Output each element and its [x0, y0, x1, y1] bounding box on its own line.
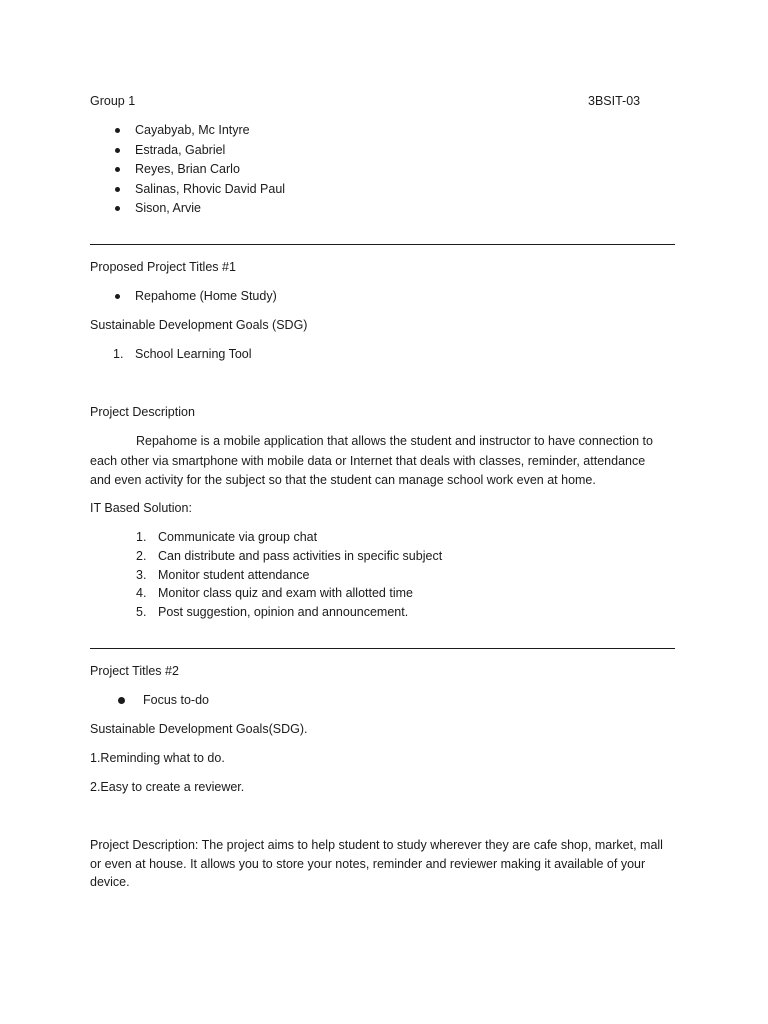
paragraph-line: device.	[90, 875, 130, 889]
member-name: Sison, Arvie	[135, 201, 202, 215]
member-name: Estrada, Gabriel	[135, 142, 226, 157]
list-item	[0, 547, 720, 566]
bullet-icon	[115, 206, 120, 211]
group-label: Group 1	[90, 94, 136, 108]
solution-item: Can distribute and pass activities in specific subject	[158, 548, 443, 563]
paragraph-line: or even at house. It allows you to store your notes, reminder and reviewer making it available of your	[90, 856, 646, 871]
project1-solution-heading: IT Based Solution:	[90, 501, 192, 515]
sdg-item: 1.Reminding what to do.	[90, 751, 225, 765]
list-item	[0, 528, 720, 547]
bullet-icon	[115, 148, 120, 153]
list-item	[0, 603, 720, 622]
member-name: Cayabyab, Mc Intyre	[135, 123, 250, 137]
solution-item: Monitor class quiz and exam with allotted time	[158, 586, 413, 601]
project-title: Focus to-do	[143, 693, 210, 707]
project2-titles-list	[0, 691, 720, 710]
project1-sdg-list	[0, 345, 720, 364]
sdg-item: 2.Easy to create a reviewer.	[90, 780, 245, 794]
project1-description	[90, 432, 730, 491]
project2-sdg-heading: Sustainable Development Goals(SDG).	[90, 722, 308, 736]
list-item	[0, 141, 720, 161]
bullet-icon	[118, 697, 125, 704]
project1-description-heading: Project Description	[90, 405, 195, 419]
project2-heading: Project Titles #2	[90, 664, 179, 678]
paragraph-line: Project Description: The project aims to help student to study wherever they are cafe shop, market, mall	[90, 838, 663, 852]
list-item	[0, 287, 720, 306]
bullet-icon	[115, 128, 120, 133]
project1-sdg-heading: Sustainable Development Goals (SDG)	[90, 318, 308, 332]
project-title: Repahome (Home Study)	[135, 289, 277, 303]
list-number: 4.	[136, 586, 147, 601]
bullet-icon	[115, 187, 120, 192]
list-number: 1.	[136, 530, 147, 544]
list-item	[0, 180, 720, 200]
list-item	[0, 584, 720, 603]
list-number: 2.	[136, 548, 147, 563]
list-number: 3.	[136, 567, 147, 582]
solution-item: Communicate via group chat	[158, 530, 318, 544]
members-list	[0, 121, 720, 219]
list-item	[0, 566, 720, 585]
section-divider	[90, 648, 675, 649]
member-name: Salinas, Rhovic David Paul	[135, 181, 286, 196]
paragraph-line: and even activity for the subject so that the student can manage school work even at home.	[90, 473, 596, 487]
section-divider	[90, 244, 675, 245]
bullet-icon	[115, 294, 120, 299]
project1-heading: Proposed Project Titles #1	[90, 260, 236, 274]
paragraph-line: Repahome is a mobile application that allows the student and instructor to have connection to	[136, 434, 653, 448]
list-item	[0, 199, 720, 219]
list-number: 5.	[136, 605, 147, 619]
bullet-icon	[115, 167, 120, 172]
solution-item: Monitor student attendance	[158, 567, 310, 582]
section-code: 3BSIT-03	[588, 94, 641, 108]
project1-solutions-list	[0, 528, 720, 622]
paragraph-line: each other via smartphone with mobile data or Internet that deals with classes, reminder, attendance	[90, 453, 646, 468]
sdg-item: School Learning Tool	[135, 347, 252, 361]
list-item	[0, 121, 720, 141]
member-name: Reyes, Brian Carlo	[135, 162, 240, 176]
solution-item: Post suggestion, opinion and announcement.	[158, 605, 409, 619]
list-item	[0, 691, 720, 710]
project1-titles-list	[0, 287, 720, 306]
list-number: 1.	[113, 347, 124, 361]
list-item	[0, 160, 720, 180]
list-item	[0, 345, 720, 364]
project2-description	[90, 836, 730, 892]
